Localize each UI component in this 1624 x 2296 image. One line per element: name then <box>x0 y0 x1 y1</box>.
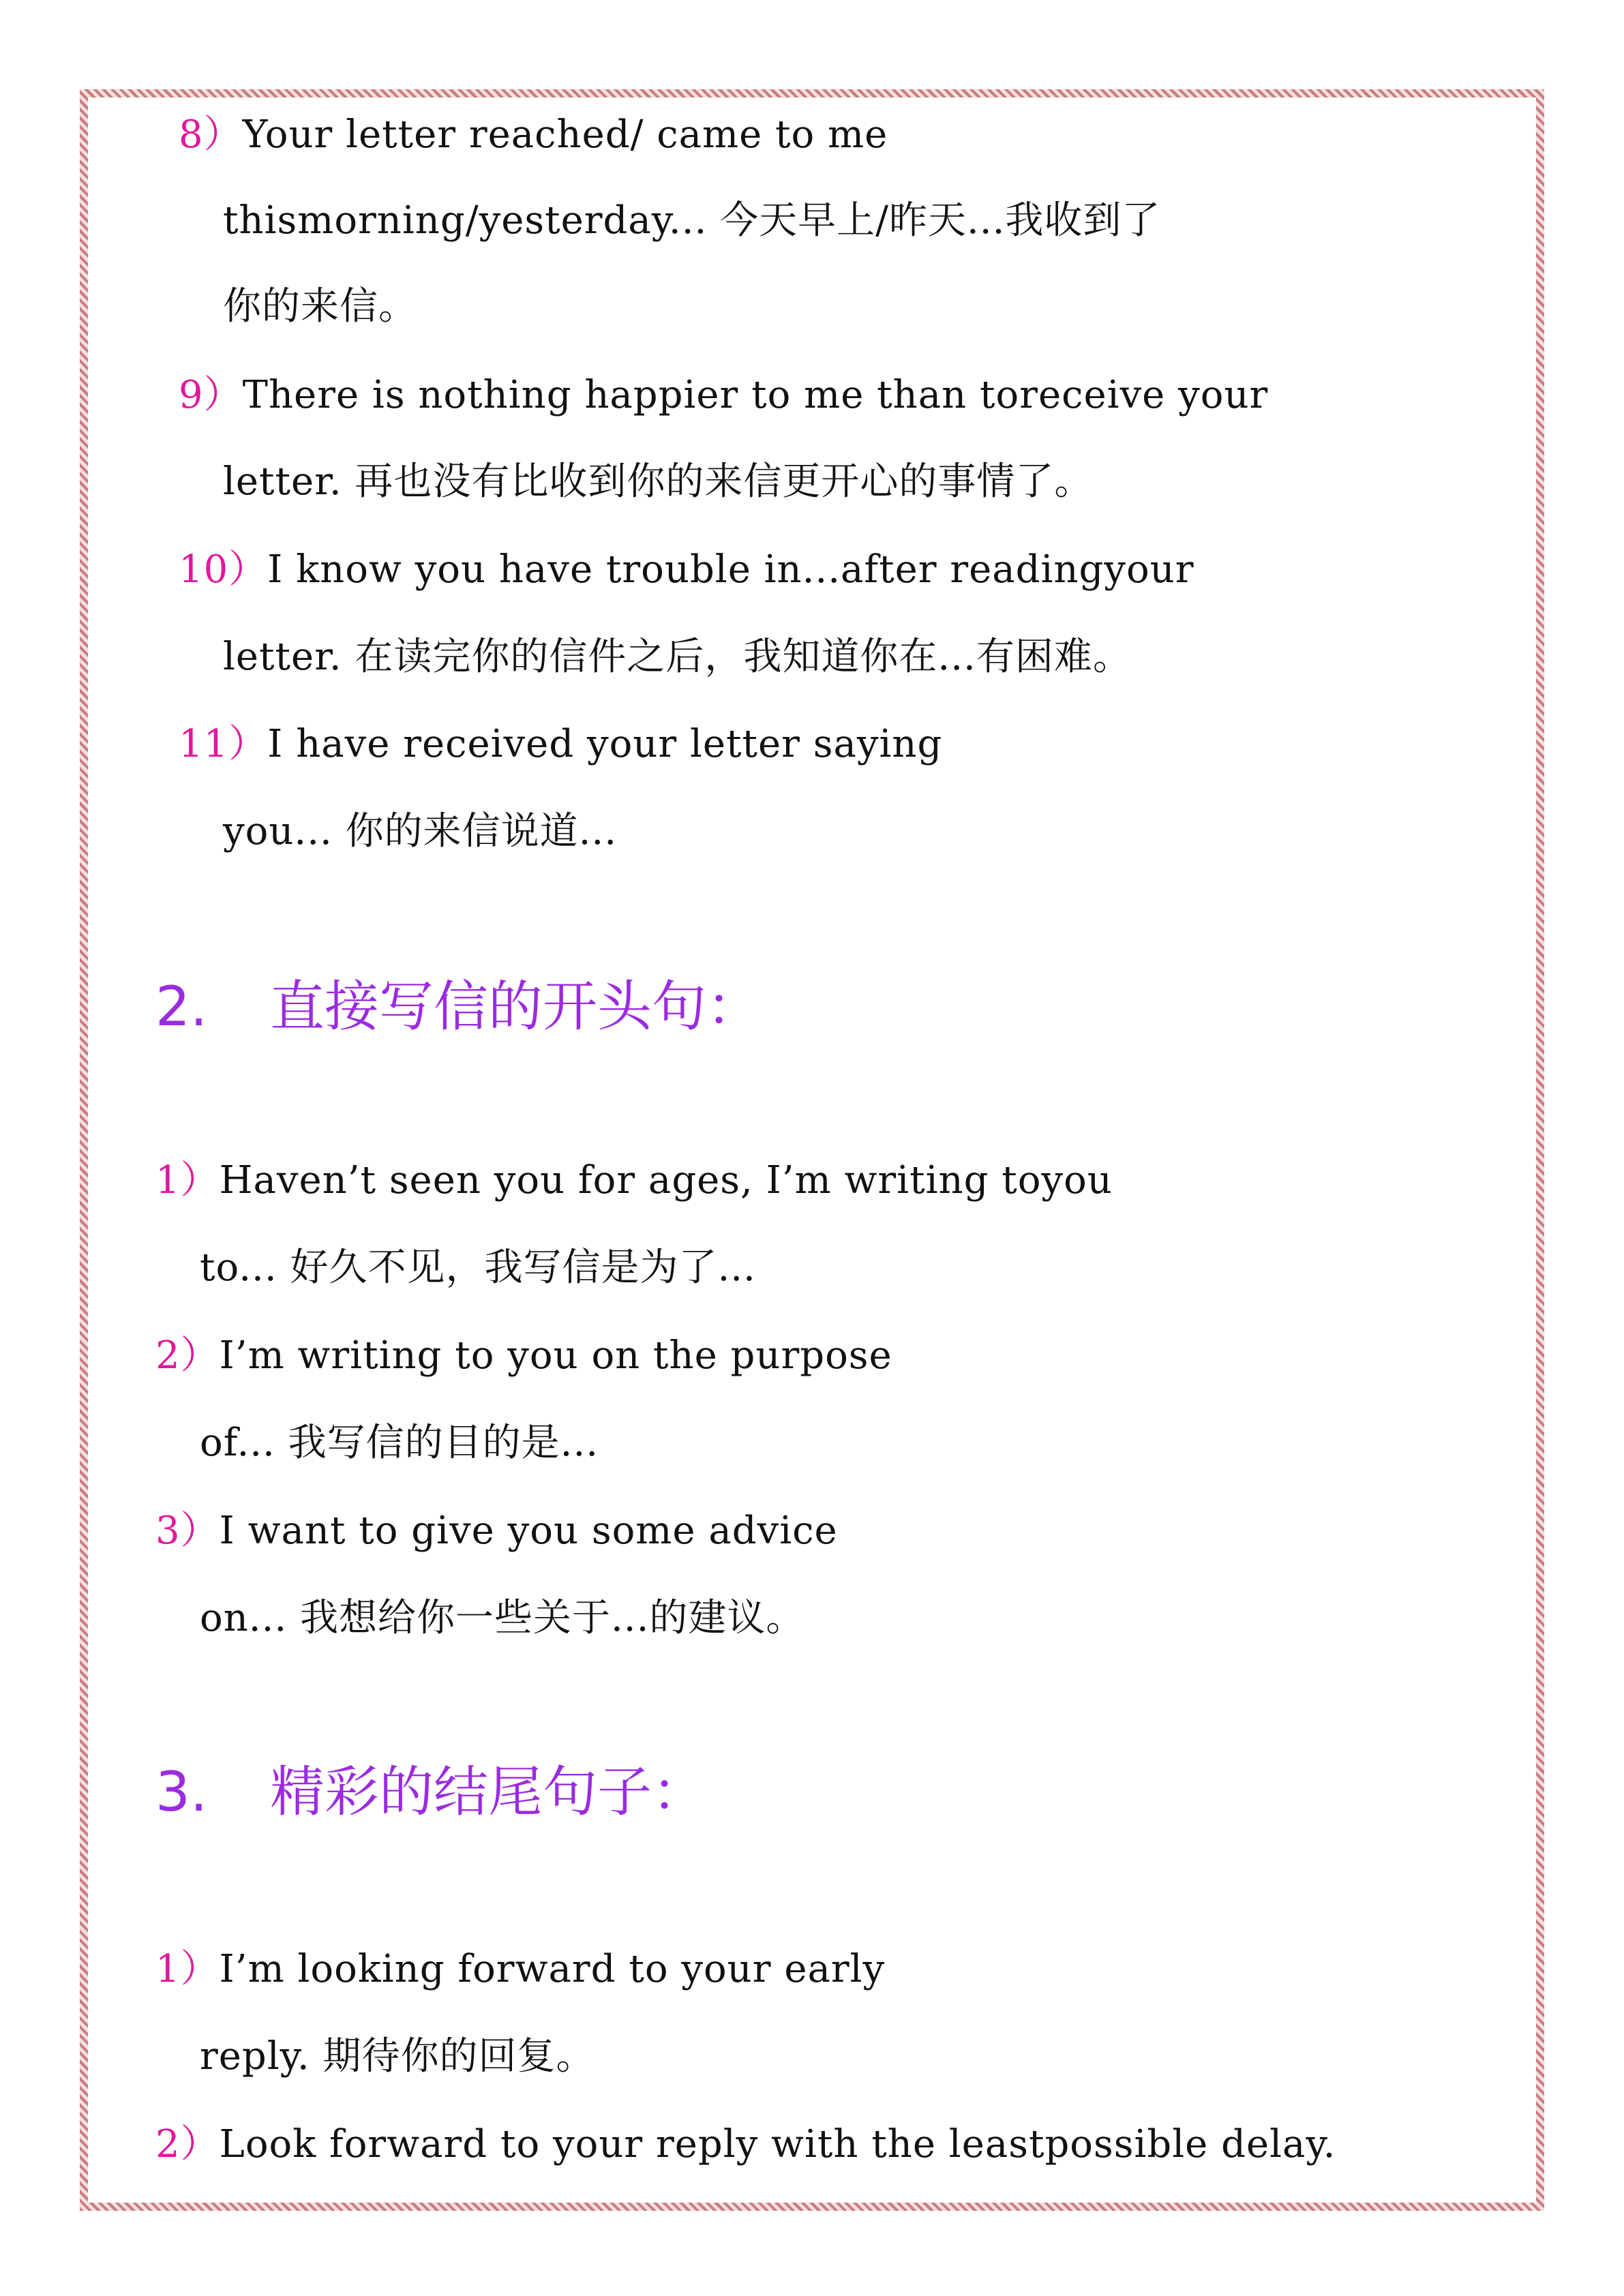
section-title: 直接写信的开头句： <box>270 975 761 1038</box>
item-text-continued: reply. 期待你的回复。 <box>200 2034 595 2079</box>
item-text: There is nothing happier to me than toreceive your <box>242 373 1269 417</box>
item-text-continued: 你的来信。 <box>223 284 417 329</box>
list-item <box>155 1334 892 1378</box>
item-text: I want to give you some advice <box>219 1509 838 1553</box>
item-number: 9） <box>179 373 243 417</box>
item-text-continued: thismorning/yesterday... 今天早上/昨天...我收到了 <box>223 198 1161 243</box>
item-text: I have received your letter saying <box>267 722 943 766</box>
item-text-continued: letter. 再也没有比收到你的来信更开心的事情了。 <box>223 459 1094 504</box>
item-text: I know you have trouble in...after readingyour <box>267 547 1194 592</box>
list-item <box>179 374 1268 417</box>
item-text-continued: on... 我想给你一些关于...的建议。 <box>200 1596 805 1640</box>
section-number: 3. <box>155 1760 208 1824</box>
item-text: Your letter reached/ came to me <box>242 112 888 157</box>
section-number: 2. <box>155 975 208 1038</box>
item-text: Haven’t seen you for ages, I’m writing toyou <box>219 1158 1113 1203</box>
list-item <box>155 1159 1113 1203</box>
section-heading <box>155 976 761 1038</box>
item-number: 1） <box>155 1158 220 1203</box>
item-number: 11） <box>179 722 268 766</box>
item-text: I’m looking forward to your early <box>219 1947 886 1991</box>
item-number: 1） <box>155 1947 220 1991</box>
section-heading <box>155 1762 706 1823</box>
list-item <box>155 2123 1336 2166</box>
item-text-continued: to... 好久不见，我写信是为了... <box>200 1245 756 1290</box>
item-text: I’m writing to you on the purpose <box>219 1333 892 1378</box>
list-item <box>155 1948 885 1991</box>
list-item <box>179 113 888 157</box>
item-number: 2） <box>155 2122 220 2166</box>
section-title: 精彩的结尾句子： <box>270 1760 706 1824</box>
item-number: 10） <box>179 547 268 592</box>
item-text-continued: you... 你的来信说道... <box>223 809 618 854</box>
item-text-continued: of... 我写信的目的是... <box>200 1421 599 1465</box>
item-text: Look forward to your reply with the leastpossible delay. <box>219 2122 1336 2166</box>
list-item <box>179 548 1194 592</box>
item-number: 3） <box>155 1509 220 1553</box>
list-item <box>179 723 942 766</box>
item-number: 8） <box>179 112 243 157</box>
item-number: 2） <box>155 1333 220 1378</box>
list-item <box>155 1509 838 1553</box>
item-text-continued: letter. 在读完你的信件之后，我知道你在...有困难。 <box>223 635 1132 679</box>
